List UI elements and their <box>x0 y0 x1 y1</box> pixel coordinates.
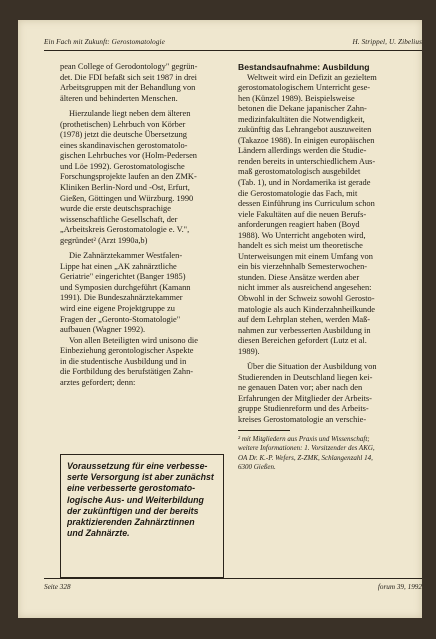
footnote-rule <box>238 430 290 431</box>
text-line: eines skandinavischen gerostomatolo- <box>60 140 188 150</box>
paragraph <box>60 109 224 246</box>
text-line: Unterweisungen mit einem Umfang von <box>238 251 373 261</box>
text-line: Voraussetzung für eine verbesse- <box>67 461 208 471</box>
text-line: 6300 Gießen. <box>238 463 276 472</box>
text-line: aufbauen (Wagner 1992). <box>60 325 146 335</box>
text-line: Einbeziehung gerontologischer Aspekte <box>60 346 194 356</box>
text-line: Forschungsprojekte laufen an den ZMK- <box>60 172 197 182</box>
text-line: Erfahrungen der Mitglieder der Arbeits- <box>238 393 372 403</box>
text-line: matologie als auch Kinderzahnheilkunde <box>238 304 375 314</box>
text-line: gegründet² (Arzt 1990a,b) <box>60 235 148 245</box>
text-line: und Zahnärzte. <box>67 528 130 539</box>
text-line: stunden. Diese Ansätze werden aber <box>238 272 360 282</box>
text-line: (1978) jetzt die deutsche Übersetzung <box>60 130 187 140</box>
text-line: weitere Informationen: 1. Vorsitzender des AKG, <box>238 444 375 453</box>
footer-rule <box>44 578 422 579</box>
text-line: nahmen zur verbesserten Ausbildung in <box>238 325 371 335</box>
text-line: Studierenden in Deutschland liegen kei- <box>238 372 373 382</box>
text-line: älteren und behinderten Menschen. <box>60 93 178 103</box>
text-line: kreises Gerostomatologie an verschie- <box>238 415 367 424</box>
text-line: Über die Situation der Ausbildung von <box>247 362 377 372</box>
text-line: ein bis vierzehnhalb Semesterwochen- <box>238 262 368 272</box>
text-line: pean College of Gerodontology" gegrün- <box>60 62 198 71</box>
text-line: ² mit Mitgliedern aus Praxis und Wissenschaft; <box>238 434 370 443</box>
text-line: Von allen Beteiligten wird unisono die <box>69 335 198 345</box>
text-line: Die Zahnärztekammer Westfalen- <box>69 251 183 261</box>
text-line: wurde die erste deutschsprachige <box>60 204 171 214</box>
left-column <box>60 62 224 388</box>
text-line: Obwohl in der Schweiz sowohl Gerosto- <box>238 293 375 303</box>
text-line: maß gerostomatologisch ausgebildet <box>238 167 361 177</box>
text-line: zukünftig das Lehrangebot auszuweiten <box>238 125 372 135</box>
right-column <box>238 62 402 473</box>
page-number: Seite 328 <box>44 583 71 591</box>
text-line: serte Versorgung ist aber zunächst <box>67 472 214 483</box>
text-line: ne genauen Daten vor; aber nach den <box>238 383 363 393</box>
text-line: wissenschaftliche Gesellschaft, der <box>60 214 178 224</box>
paragraph <box>60 336 224 389</box>
text-line: praktizierenden Zahnärztinnen <box>67 517 195 528</box>
text-line: 1988). Wo Unterricht angeboten wird, <box>238 230 366 240</box>
text-line: hen (Künzel 1989). Beispielsweise <box>238 93 355 103</box>
text-line: Hierzulande liegt neben dem älteren <box>69 109 191 119</box>
text-line: die Fortbildung des berufstätigen Zahn- <box>60 367 194 377</box>
text-line: handelt es sich meist um theoretische <box>238 241 363 251</box>
text-line: Weltweit wird ein Defizit an gezieltem <box>247 72 377 82</box>
paragraph <box>60 62 224 104</box>
callout-text <box>67 461 217 539</box>
text-line: arztes gefordert; denn: <box>60 377 136 387</box>
text-line: gruppe Studienreform und des Arbeits- <box>238 404 369 414</box>
text-line: „Arbeitskreis Gerostomatologie e. V.", <box>60 225 190 235</box>
page-footer <box>44 583 422 591</box>
text-line: (Takazoe 1988). In einigen europäischen <box>238 135 375 145</box>
callout-box <box>60 454 224 578</box>
text-line: (prothetischen) Lehrbuch von Körber <box>60 119 186 129</box>
paragraph <box>60 251 224 335</box>
section-heading: Bestandsaufnahme: Ausbildung <box>238 62 370 72</box>
text-line: in die studentische Ausbildung und in <box>60 356 187 366</box>
text-line: und Löe 1992). Gerostomatologische <box>60 161 185 171</box>
text-line: viele Fakultäten auf die neuen Berufs- <box>238 209 367 219</box>
journal-issue: forum 39, 1992 <box>377 583 422 591</box>
text-line: betonen die Dekane japanischer Zahn- <box>238 104 367 114</box>
text-line: renden bereits in unterschiedlichem Aus- <box>238 156 376 166</box>
text-line: Lippe hat einen „AK zahnärztliche <box>60 261 177 271</box>
text-line: die Gerostomatologie das Fach, mit <box>238 188 358 198</box>
text-line: OA Dr. K.-P. Wefers, Z-ZMK, Schlangenzahl 14, <box>238 453 373 462</box>
text-line: diesen Bereichen gefordert (Lutz et al. <box>238 336 367 346</box>
text-line: medizinfakultäten die Notwendigkeit, <box>238 114 365 124</box>
running-head <box>44 38 422 46</box>
paragraph <box>238 362 402 425</box>
footnote <box>238 435 402 473</box>
running-head-authors: H. Strippel, U. Zibelius <box>352 38 422 46</box>
running-head-title: Ein Fach mit Zukunft: Gerostomatologie <box>44 38 165 46</box>
text-line: dessen Einführung ins Curriculum schon <box>238 199 375 209</box>
header-rule <box>44 50 422 51</box>
text-line: und Symposien durchgeführt (Kamann <box>60 282 191 292</box>
text-line: Ländern allerdings werden die Studie- <box>238 146 367 156</box>
text-line: Fragen der „Geronto-Stomatologie" <box>60 314 181 324</box>
text-line: gerostomatologischem Unterricht gese- <box>238 83 371 93</box>
text-line: Gießen, Göttingen und Würzburg. 1990 <box>60 193 194 203</box>
text-line: auf dem Lehrplan stehen, werden Maß- <box>238 315 371 325</box>
text-line: gischen Lehrbuches vor (Holm-Pedersen <box>60 151 197 161</box>
text-line: der zukünftigen und der bereits <box>67 505 199 516</box>
text-line: 1989). <box>238 346 260 356</box>
text-line: logische Aus- und Weiterbildung <box>67 494 204 505</box>
paragraph <box>238 73 402 358</box>
text-line: Geriatrie" eingerichtet (Banger 1985) <box>60 272 186 282</box>
text-line: Arbeitsgruppen mit der Behandlung von <box>60 83 196 93</box>
text-line: (Tab. 1), und in Nordamerika ist gerade <box>238 177 371 187</box>
text-line: eine verbesserte gerostomato- <box>67 483 196 494</box>
text-line: anforderungen reagiert haben (Boyd <box>238 220 360 230</box>
text-line: nicht immer als ausreichend angesehen: <box>238 283 372 293</box>
text-line: wird eine eigene Projektgruppe zu <box>60 304 175 314</box>
text-line: Kliniken Berlin-Nord und -Ost, Erfurt, <box>60 183 190 193</box>
text-line: det. Die FDI befaßt sich seit 1987 in drei <box>60 72 197 82</box>
text-line: 1991). Die Bundeszahnärztekammer <box>60 293 183 303</box>
